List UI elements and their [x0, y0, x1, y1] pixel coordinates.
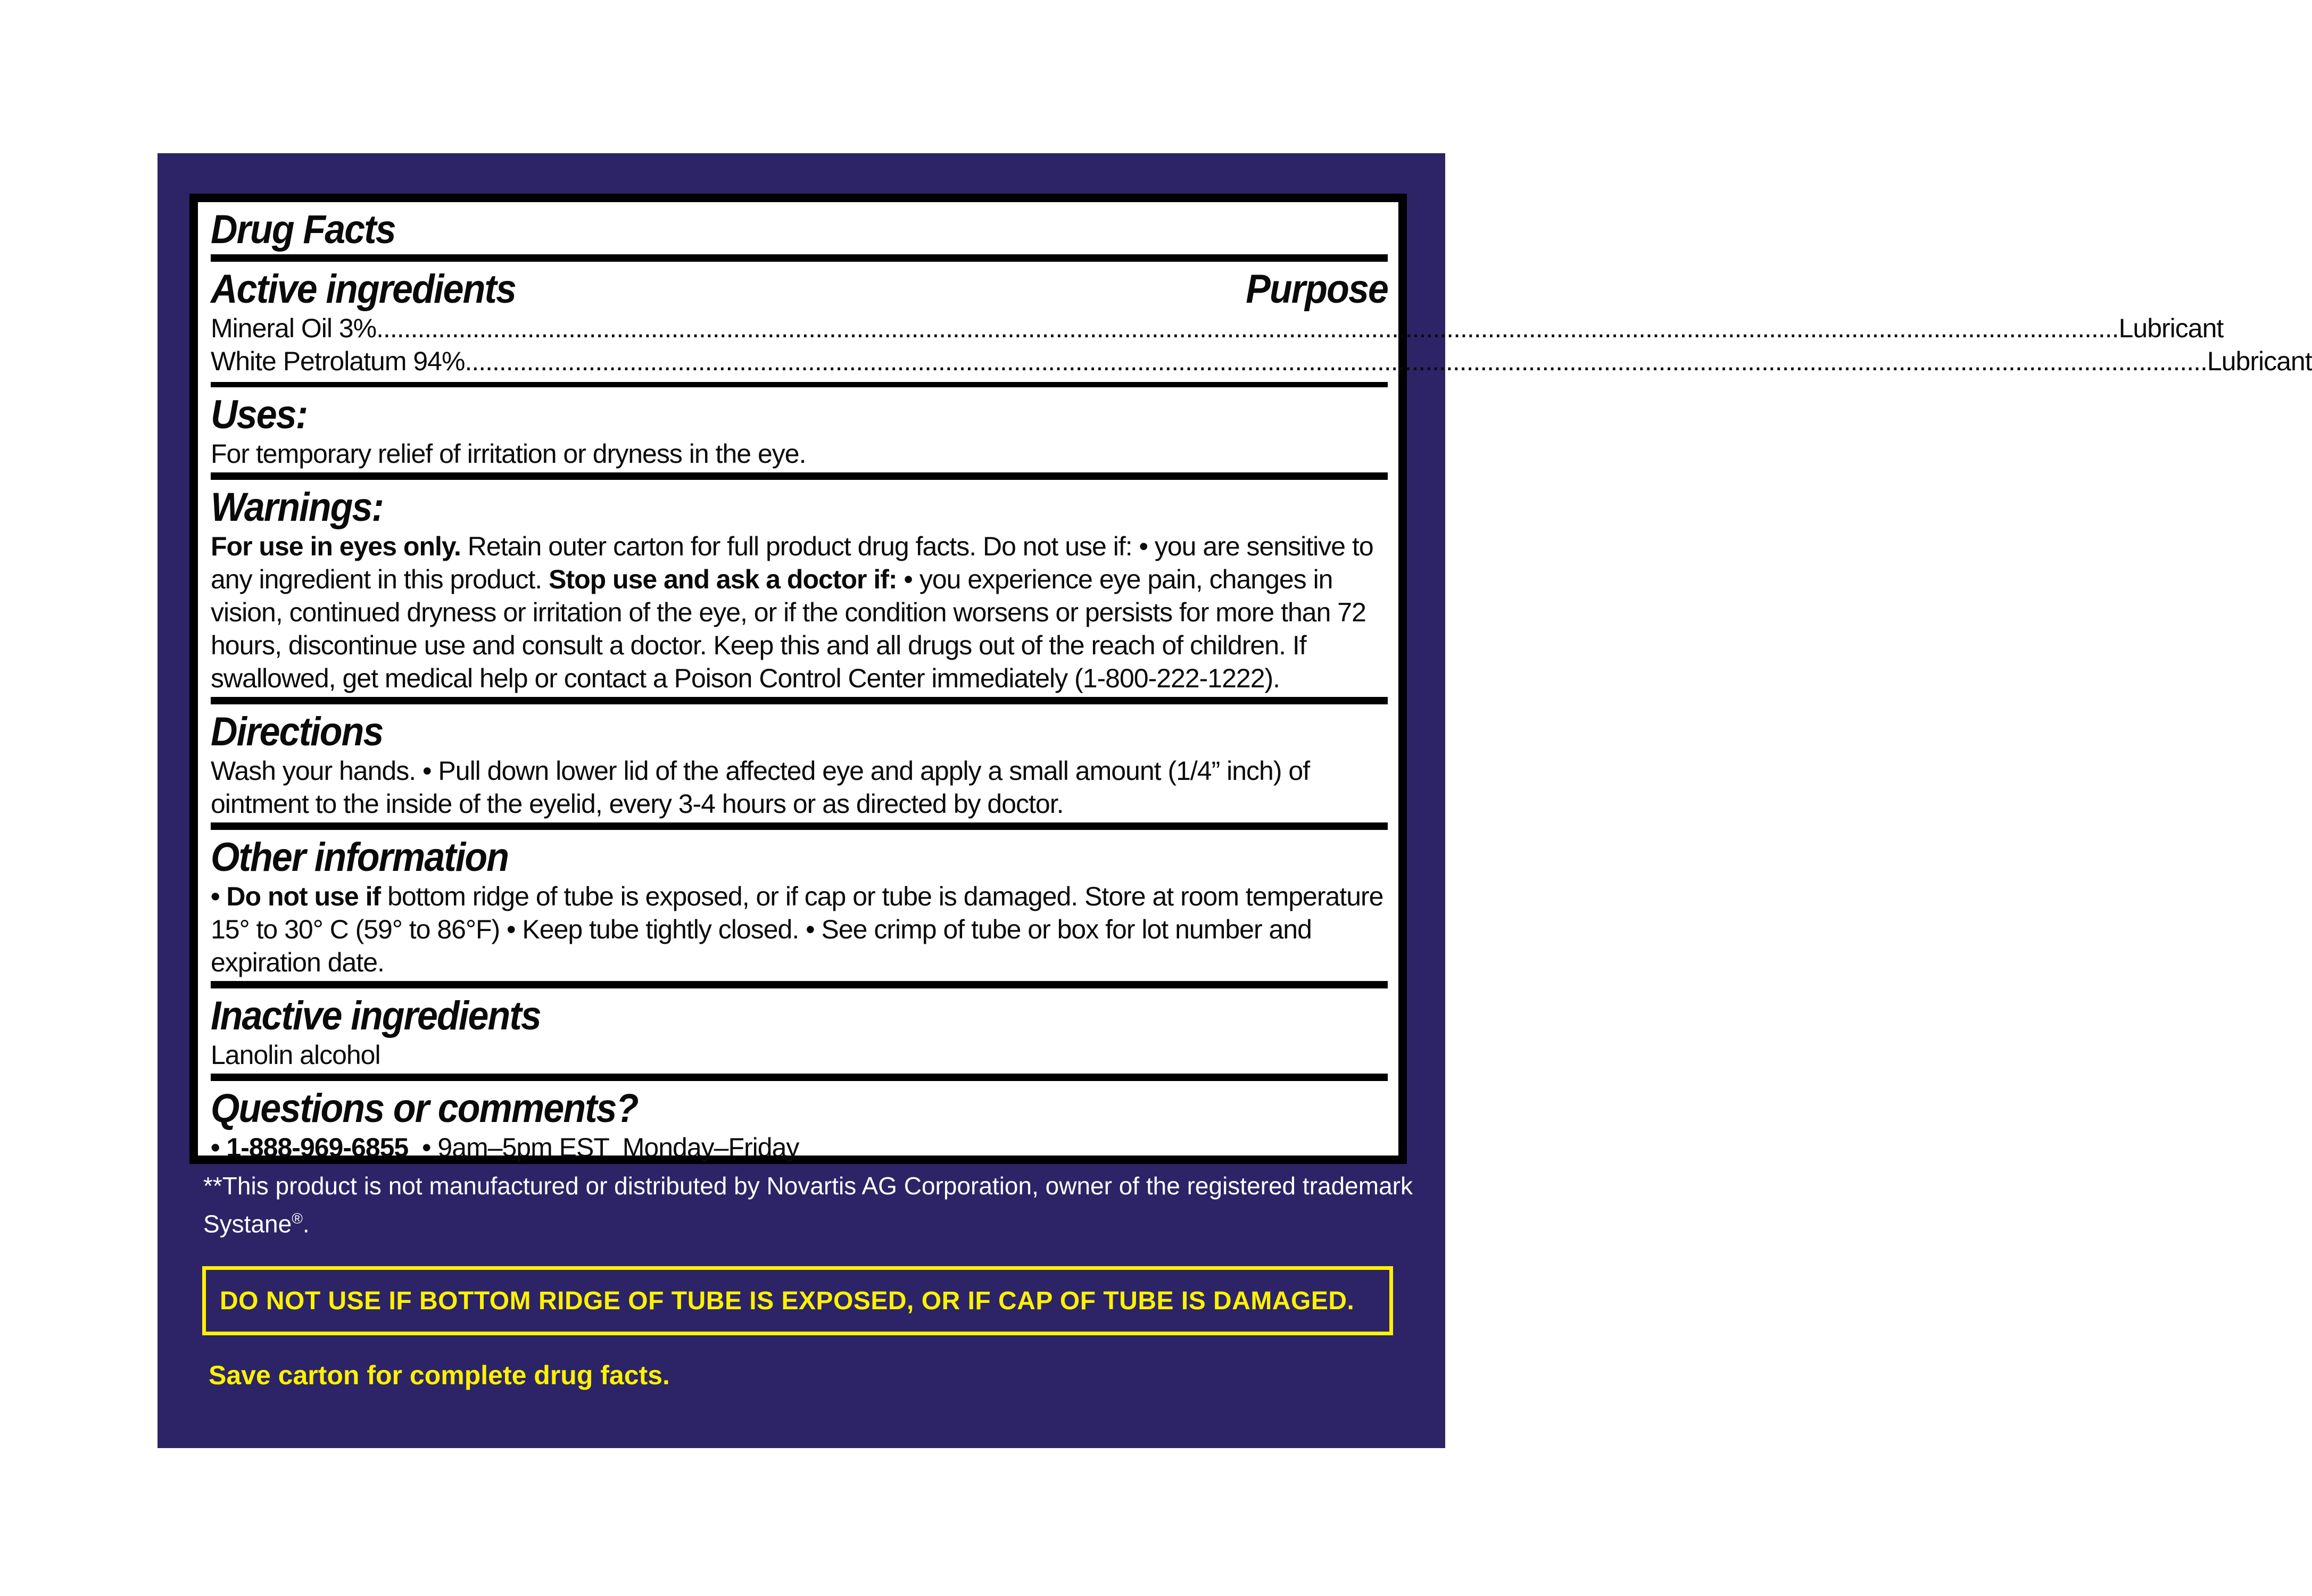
warnings-bold-1: For use in eyes only. — [211, 531, 461, 561]
trademark-footnote — [203, 1169, 1427, 1240]
drug-facts-content — [211, 207, 2312, 1164]
divider — [211, 697, 1388, 704]
ingredient-purpose: Lubricant — [2118, 313, 2224, 343]
tamper-warning-text: DO NOT USE IF BOTTOM RIDGE OF TUBE IS EXPOSED, OR IF CAP OF TUBE IS DAMAGED. — [220, 1286, 1355, 1315]
leader-dots: .............................................................................................................................................................................................................................................................. — [465, 346, 2207, 376]
other-information-body: bottom ridge of tube is exposed, or if cap or tube is damaged. Store at room temperature 15° to 30° C (59° to 86°F) • Keep tube tightly closed. • See crimp of tube or box for lot number and expiration date. — [211, 882, 1383, 977]
warnings-text-2: • you experience eye pain, changes in vision, continued dryness or irritation of the eye, or if the condition worsens or persists for more than 72 hours, discontinue use and consult a doctor. Keep this and all drugs out of the reach of children. If swallowed, get medical help or contact a Poison Control Center immediately (1-800-222-1222). — [211, 564, 1366, 693]
other-information-bold: Do not use if — [226, 882, 381, 911]
directions-text: Wash your hands. • Pull down lower lid of the affected eye and apply a small amount (1/4” inch) of ointment to the inside of the eyelid, every 3-4 hours or as directed by doctor. — [211, 756, 1310, 819]
active-ingredient-row — [211, 345, 2312, 378]
warnings-text-1: Retain outer carton for full product drug facts. Do not use if: • you are sensitive to any ingredient in this product. — [211, 531, 1373, 594]
uses-text: For temporary relief of irritation or dryness in the eye. — [211, 439, 806, 469]
divider — [211, 472, 1388, 480]
purpose-heading: Purpose — [1246, 267, 1388, 312]
leader-dots: .............................................................................................................................................................................................................................................................. — [376, 313, 2119, 343]
active-ingredients-header-row — [211, 267, 1388, 312]
bullet: • — [211, 1133, 227, 1162]
ingredient-name: White Petrolatum 94% — [211, 346, 465, 376]
warnings-bold-2: Stop use and ask a doctor if: — [549, 564, 897, 594]
directions-heading: Directions — [211, 709, 383, 754]
footnote-text: **This product is not manufactured or distributed by Novartis AG Corporation, owner of the registered trademark Systane — [203, 1172, 1413, 1238]
other-information-text — [211, 880, 1388, 979]
divider — [211, 254, 1388, 262]
hours-text: • 9am–5pm EST Monday–Friday — [408, 1133, 799, 1162]
questions-heading: Questions or comments? — [211, 1086, 638, 1131]
divider — [211, 382, 1388, 387]
tamper-warning-box — [202, 1266, 1393, 1335]
divider — [211, 822, 1388, 830]
drug-facts-title: Drug Facts — [211, 207, 395, 252]
uses-heading: Uses: — [211, 392, 308, 437]
carton-panel — [158, 153, 2312, 1448]
footnote-end: . — [302, 1210, 310, 1238]
active-ingredients-heading: Active ingredients — [211, 267, 516, 312]
inactive-ingredients-text: Lanolin alcohol — [211, 1040, 380, 1070]
other-information-heading: Other information — [211, 835, 509, 880]
divider — [211, 1074, 1388, 1081]
phone-number: 1-888-969-6855 — [226, 1133, 409, 1162]
registered-mark: ® — [292, 1210, 303, 1227]
drug-facts-box — [189, 194, 2312, 1164]
ingredient-purpose: Lubricant — [2207, 346, 2312, 376]
save-carton-text: Save carton for complete drug facts. — [209, 1360, 670, 1390]
divider — [211, 981, 1388, 988]
questions-text — [211, 1131, 1388, 1164]
active-ingredient-row — [211, 312, 2224, 345]
warnings-heading: Warnings: — [211, 485, 383, 530]
warnings-text — [211, 530, 1388, 695]
inactive-ingredients-heading: Inactive ingredients — [211, 993, 541, 1038]
bullet: • — [211, 882, 227, 911]
ingredient-name: Mineral Oil 3% — [211, 313, 377, 343]
